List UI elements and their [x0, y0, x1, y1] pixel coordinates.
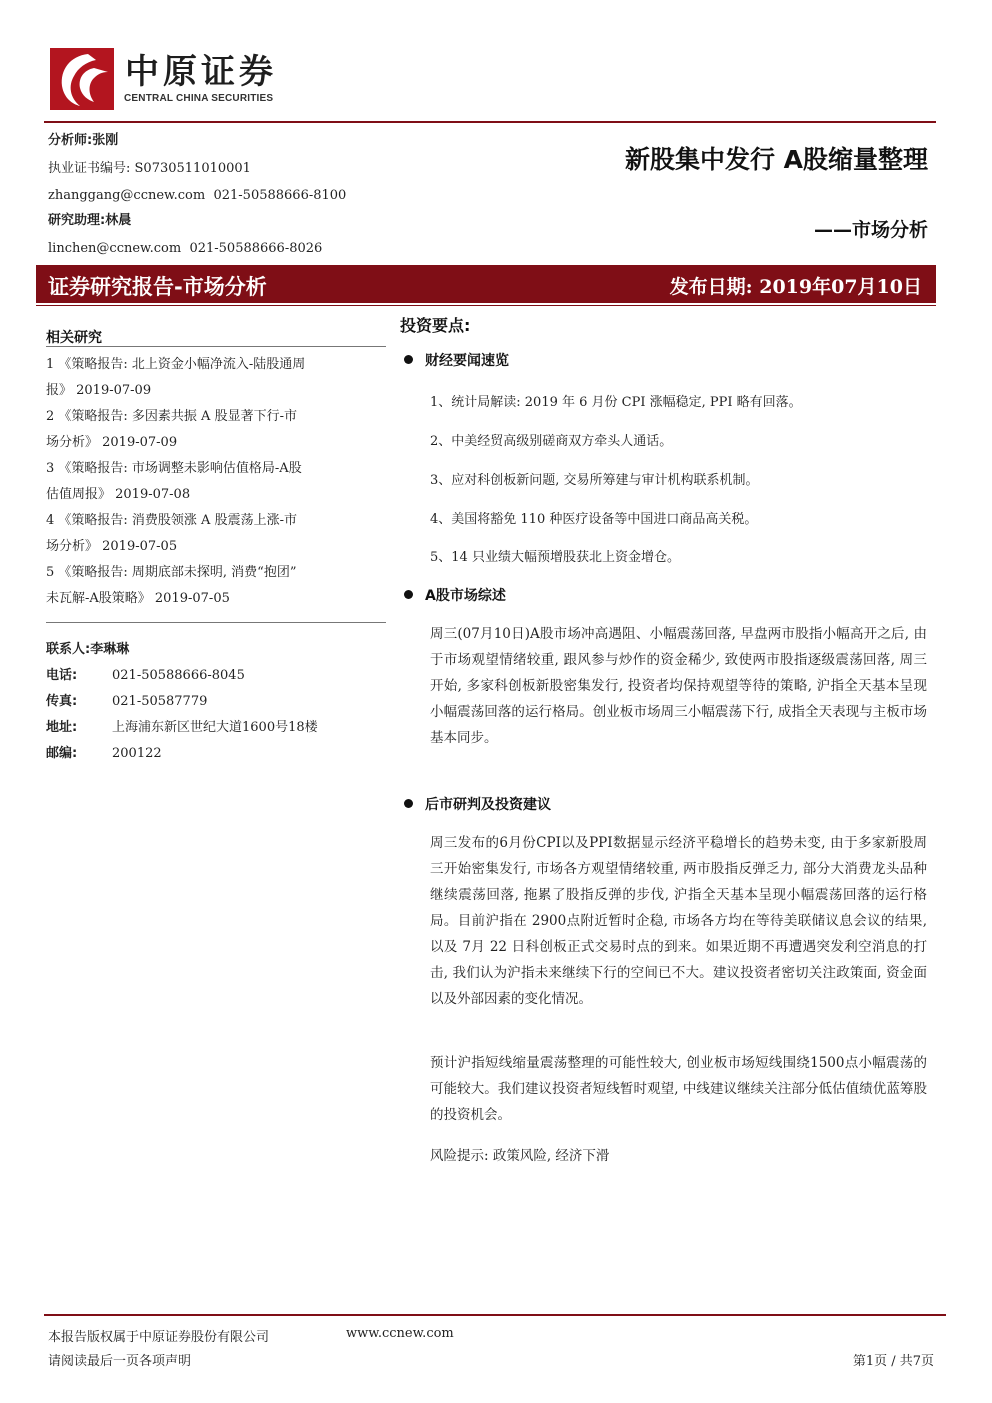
contact-phone: 电话: 021-50588666-8045 [46, 668, 245, 683]
news-item: 4、美国将豁免 110 种医疗设备等中国进口商品高关税。 [430, 512, 758, 527]
contact-zip: 邮编: 200122 [46, 746, 162, 761]
outlook-paragraph: 周三发布的6月份CPI以及PPI数据显示经济平稳增长的趋势未变, 由于多家新股周三开始密集发行, 市场各方观望情绪较重, 两市股指反弹乏力, 部分大消费龙头品种继续震荡回落, 拖累了股指反弹的步伐, 沪指全天基本呈现小幅震荡回落的运行格局。目前沪指在 2900点附近暂时企稳, 市场各方均在等待美联储议息会议的结果, 以及 7月 22 日科创板正式交易时点的到来。如果近期不再遭遇突发利空消息的打击, 我们认为沪指未来继续下行的空间已不大。建议投资者密切关注政策面, 资金面以及外部因素的变化情况。 [430, 835, 927, 1007]
market-review-paragraph: 周三(07月10日)A股市场冲高遇阻、小幅震荡回落, 早盘两市股指小幅高开之后, 由于市场观望情绪较重, 跟风参与炒作的资金稀少, 致使两市股指逐级震荡回落, 周三开始, 多家科创板新股密集发行, 投资者均保持观望等待的策略, 沪指全天基本呈现小幅震荡回落的运行格局。创业板市场周三小幅震荡下行, 成指全天表现与主板市场基本同步。 [430, 626, 927, 746]
related-heading: 相关研究 [46, 330, 102, 346]
analyst-contact: zhanggang@ccnew.com 021-50588666-8100 [48, 188, 347, 203]
related-item: 报》 2019-07-09 [46, 383, 152, 398]
contact-block [46, 637, 386, 767]
related-item: 场分析》 2019-07-05 [46, 539, 178, 554]
section-market-review: A股市场综述 [404, 585, 506, 605]
related-item: 估值周报》 2019-07-08 [46, 487, 191, 502]
related-item: 未瓦解-A股策略》 2019-07-05 [46, 591, 230, 606]
footer-website-link[interactable]: www.ccnew.com [346, 1326, 454, 1341]
investment-points-heading: 投资要点: [400, 316, 471, 335]
banner-report-type: 证券研究报告-市场分析 [48, 275, 267, 299]
related-item: 4 《策略报告: 消费股领涨 A 股震荡上涨-市 [46, 513, 297, 528]
report-subtitle: ——市场分析 [813, 219, 928, 241]
brand-name-en: CENTRAL CHINA SECURITIES [124, 93, 274, 104]
banner-publish-date: 发布日期: 2019年07月10日 [669, 276, 922, 298]
contact-rule [46, 622, 386, 623]
report-banner [36, 265, 936, 303]
footer-copyright: 本报告版权属于中原证券股份有限公司 [48, 1330, 270, 1345]
bullet-icon [404, 355, 413, 364]
bullet-icon [404, 590, 413, 599]
news-item: 5、14 只业绩大幅预增股获北上资金增仓。 [430, 550, 680, 565]
related-rule [46, 346, 386, 347]
risk-warning: 风险提示: 政策风险, 经济下滑 [430, 1148, 610, 1164]
section-outlook: 后市研判及投资建议 [404, 794, 551, 814]
report-title: 新股集中发行 A股缩量整理 [624, 145, 928, 174]
section-finance-news: 财经要闻速览 [404, 350, 509, 370]
news-item: 2、中美经贸高级别磋商双方牵头人通话。 [430, 434, 673, 449]
brand-name-cn: 中原证券 [125, 52, 277, 92]
related-item: 5 《策略报告: 周期底部未探明, 消费“抱团” [46, 565, 297, 580]
contact-address: 地址: 上海浦东新区世纪大道1600号18楼 [46, 720, 318, 735]
banner-underline [36, 305, 936, 306]
footer-rule [44, 1314, 946, 1316]
news-item: 1、统计局解读: 2019 年 6 月份 CPI 涨幅稳定, PPI 略有回落。 [430, 395, 802, 410]
related-list [46, 352, 386, 612]
contact-fax: 传真: 021-50587779 [46, 694, 208, 709]
analyst-name: 张刚 [92, 133, 119, 148]
assistant-contact: linchen@ccnew.com 021-50588666-8026 [48, 241, 323, 256]
bullet-icon [404, 799, 413, 808]
assistant-name: 林晨 [105, 213, 132, 228]
header-rule [44, 121, 936, 123]
footer-notice: 请阅读最后一页各项声明 [48, 1354, 192, 1369]
related-item: 1 《策略报告: 北上资金小幅净流入-陆股通周 [46, 357, 306, 372]
related-item: 2 《策略报告: 多因素共振 A 股显著下行-市 [46, 409, 297, 424]
related-item: 场分析》 2019-07-09 [46, 435, 178, 450]
news-item: 3、应对科创板新问题, 交易所筹建与审计机构联系机制。 [430, 473, 759, 488]
assistant-line: 研究助理:林晨 [48, 213, 132, 228]
brand-logo-icon [50, 48, 114, 110]
analyst-line: 分析师:张刚 [48, 133, 119, 148]
forecast-paragraph: 预计沪指短线缩量震荡整理的可能性较大, 创业板市场短线围绕1500点小幅震荡的可能较大。我们建议投资者短线暂时观望, 中线建议继续关注部分低估值绩优蓝筹股的投资机会。 [430, 1055, 927, 1123]
footer-page-number: 第1页 / 共7页 [852, 1354, 934, 1369]
analyst-cert: 执业证书编号: S0730511010001 [48, 161, 251, 176]
related-item: 3 《策略报告: 市场调整未影响估值格局-A股 [46, 461, 302, 476]
contact-person: 联系人:李琳琳 [46, 642, 130, 657]
